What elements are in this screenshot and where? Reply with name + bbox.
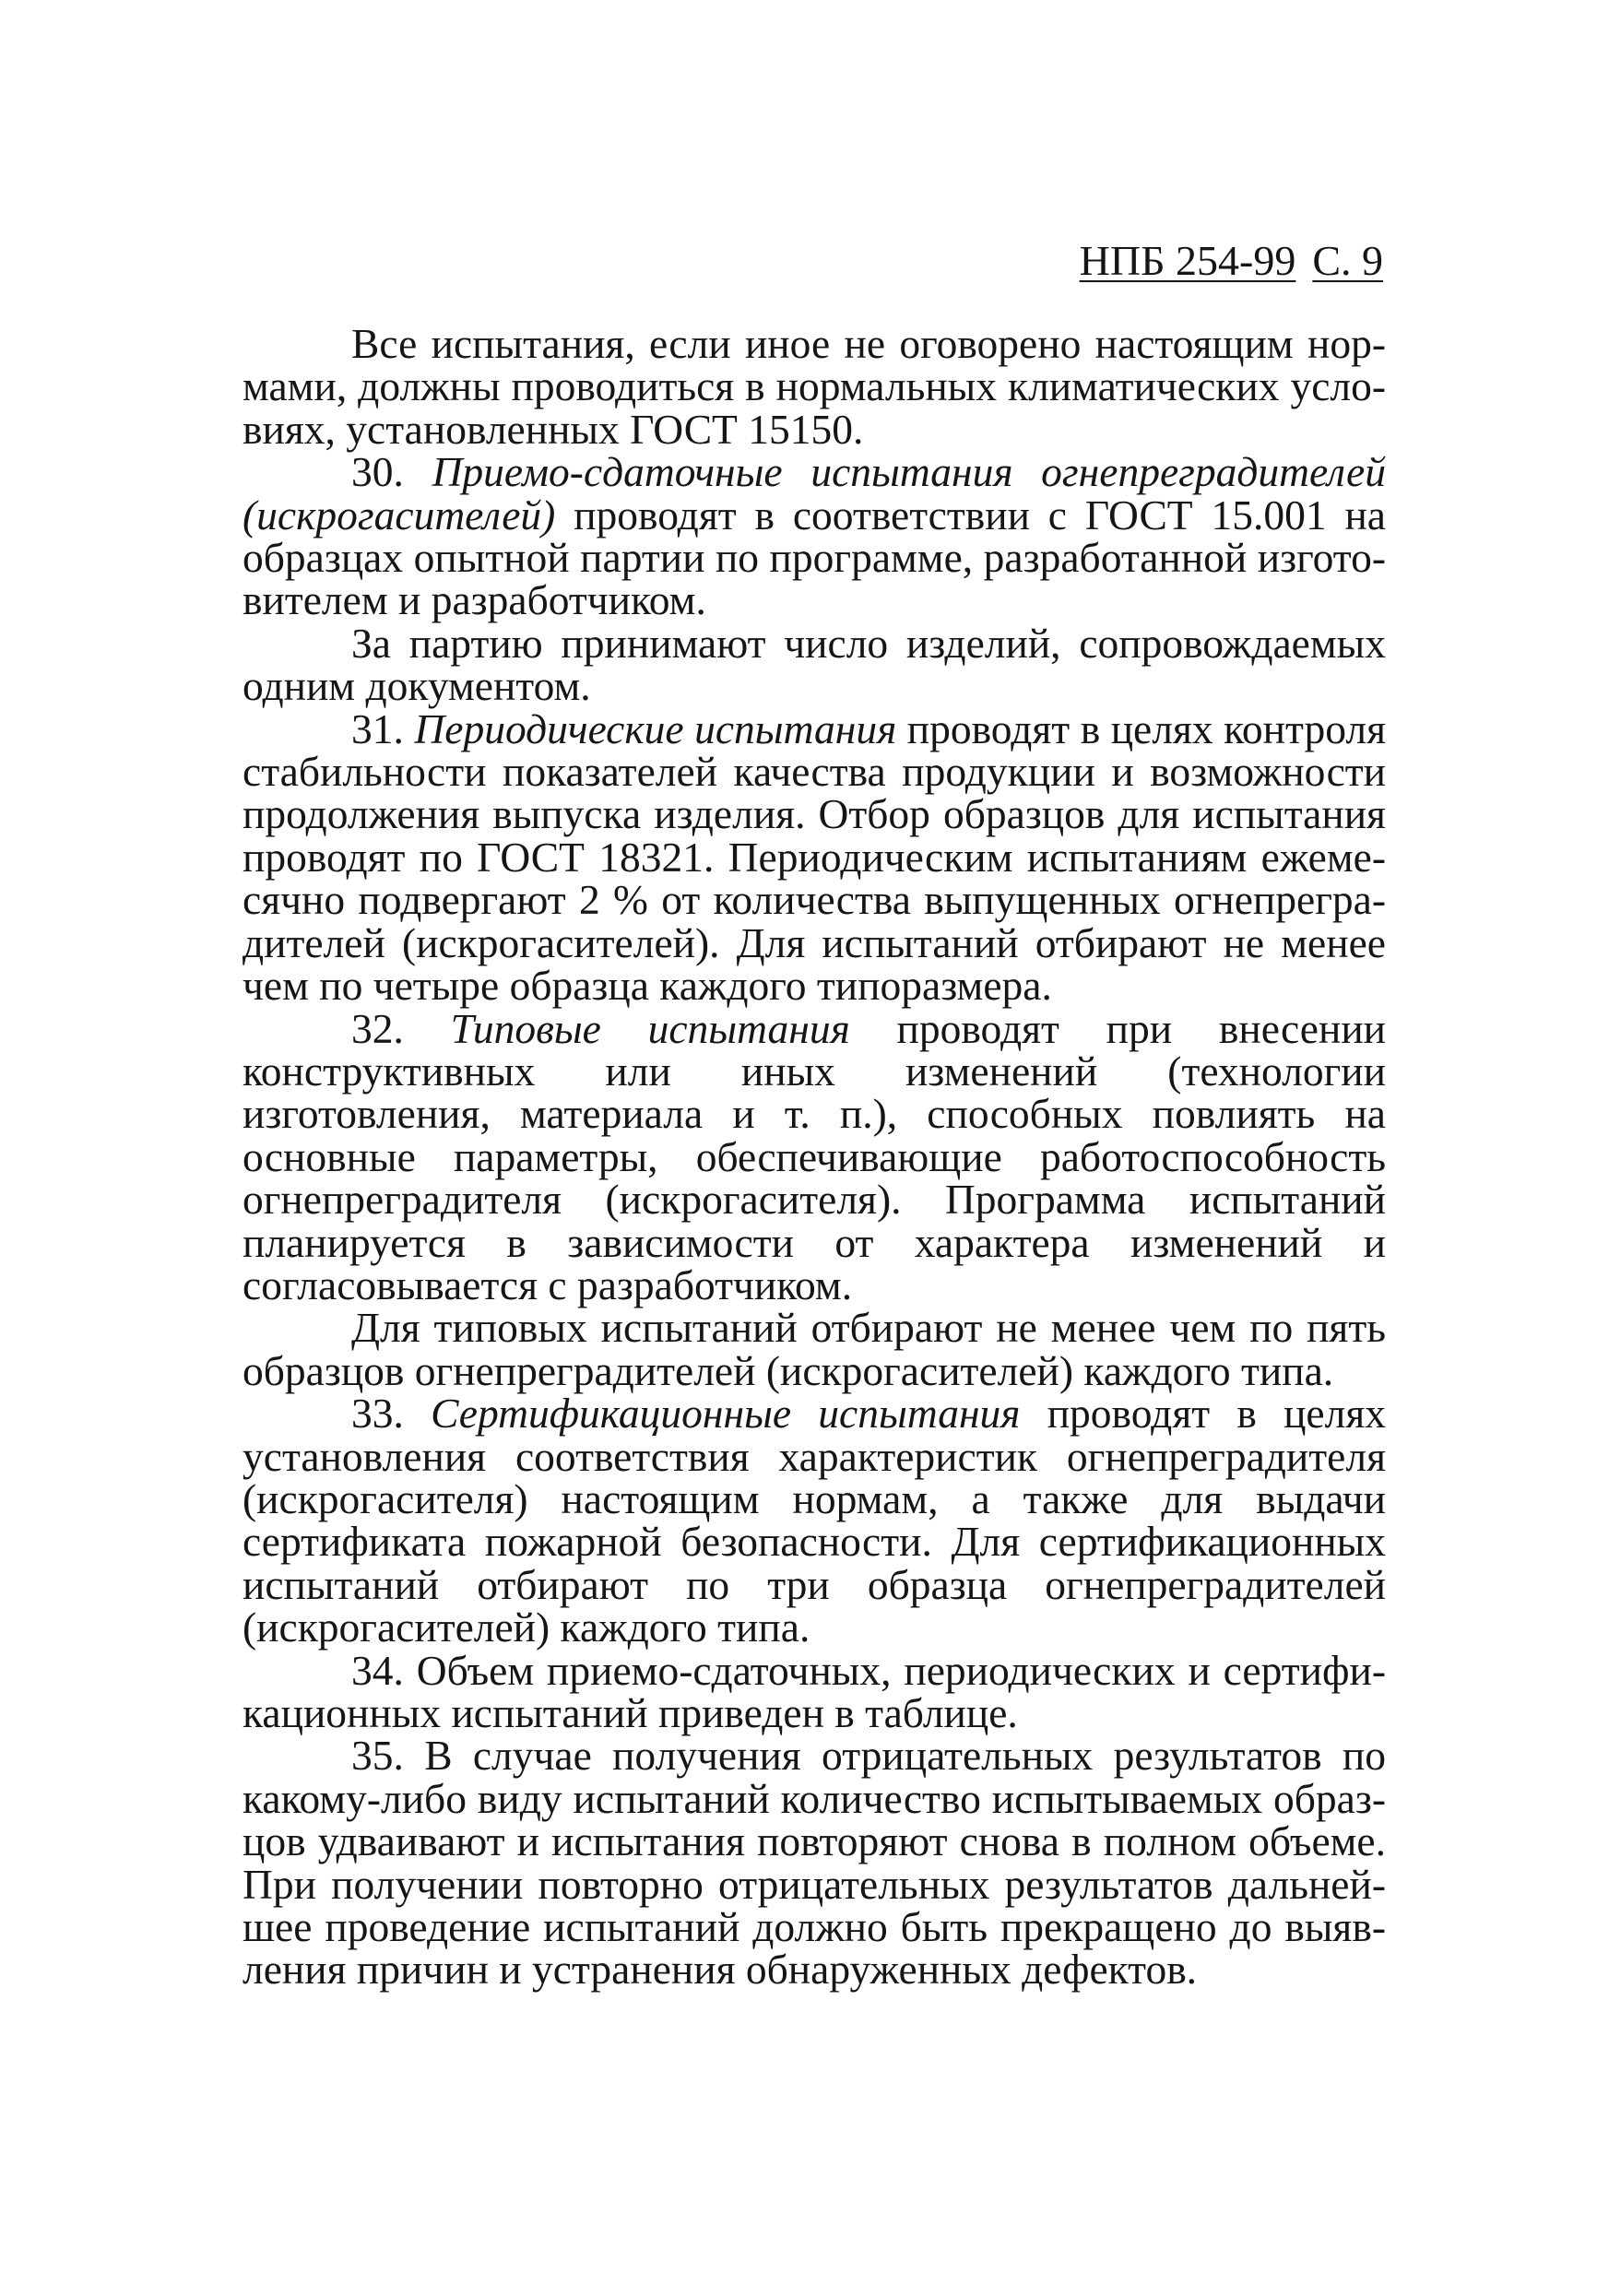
paragraph-30 (243, 448, 1387, 624)
paragraph-term: Типовые испытания (450, 1004, 850, 1052)
paragraph-33 (243, 1392, 1386, 1649)
paragraph-text: проводят в целях установления соответствия характеристик огнепреградителя (искрогасителя) настоящим нормам, а также для выдачи сертификата пожарной безопасности. Для сертификационных испытаний отбирают по три образца огнепреградителей (искрогасителей) каждого типа. (243, 1390, 1387, 1651)
paragraph-text: Для типовых испытаний отбирают не менее чем по пять образцов огнепреградителей (искрогасителей) каждого типа. (243, 1304, 1386, 1394)
paragraph-number: 33. (351, 1390, 404, 1438)
paragraph-term: Приемо-сдаточные испытания огнепреградителей (искрогасителей) (243, 448, 1386, 538)
paragraph-number: 32. (351, 1004, 404, 1052)
paragraph-31 (243, 704, 1387, 1010)
paragraph-text: Все испытания, если иное не оговорено настоящим нормами, должны проводиться в нормальных климатических условиях, установленных ГОСТ 15150. (243, 320, 1386, 453)
page-header (1080, 235, 1383, 287)
paragraph-32 (243, 1004, 1387, 1308)
paragraph-text: В случае получения отрицательных результатов по какому-либо виду испытаний количество испытываемых образцов удваивают и испытания повторяют снова в полном объеме. При получении повторно отрицательных результатов дальнейшее проведение испытаний должно быть прекращено до выявления причин и устранения обнаруженных дефектов. (243, 1732, 1386, 1994)
paragraph-number: 30. (351, 448, 404, 496)
paragraph-number: 31. (351, 704, 404, 752)
paragraph-text: За партию принимают число изделий, сопровождаемых одним документом. (243, 619, 1386, 710)
paragraph-text: проводят при внесении конструктивных или иных изменений (технологии изготовления, материала и т. п.), способных повлиять на основные параметры, обеспечивающие работоспособность огнепреградителя (искрогасителя). Программа испытаний планируется в зависимости от характера изменений и согласовывается с разработчиком. (243, 1004, 1387, 1308)
paragraph-number: 35. (351, 1732, 404, 1780)
paragraph-batch (243, 619, 1386, 710)
paragraph-text: Объем приемо-сдаточных, периодических и сертификационных испытаний приведен в таблице. (243, 1646, 1386, 1736)
document-body (243, 320, 1387, 1994)
paragraph-type-tests (243, 1304, 1386, 1394)
document-code: НПБ 254-99 (1079, 237, 1296, 284)
paragraph-number: 34. (351, 1646, 404, 1694)
paragraph-term: Периодические испытания (414, 704, 897, 752)
paragraph-34 (243, 1646, 1386, 1736)
paragraph-intro (243, 320, 1386, 453)
paragraph-text: проводят в соответствии с ГОСТ 15.001 на образцах опытной партии по программе, разработанной изготовителем и разработчиком. (243, 491, 1387, 624)
paragraph-35 (243, 1732, 1386, 1994)
paragraph-term: Сертификационные испытания (431, 1390, 1021, 1438)
page-number: С. 9 (1312, 237, 1383, 284)
paragraph-text: проводят в целях контроля стабильности показателей качества продукции и возможности продолжения выпуска изделия. Отбор образцов для испытания проводят по ГОСТ 18321. Периодическим испытаниям ежемесячно подвергают 2 % от количества выпущенных огнепреградителей (искрогасителей). Для испытаний отбирают не менее чем по четыре образца каждого типоразмера. (243, 704, 1387, 1010)
